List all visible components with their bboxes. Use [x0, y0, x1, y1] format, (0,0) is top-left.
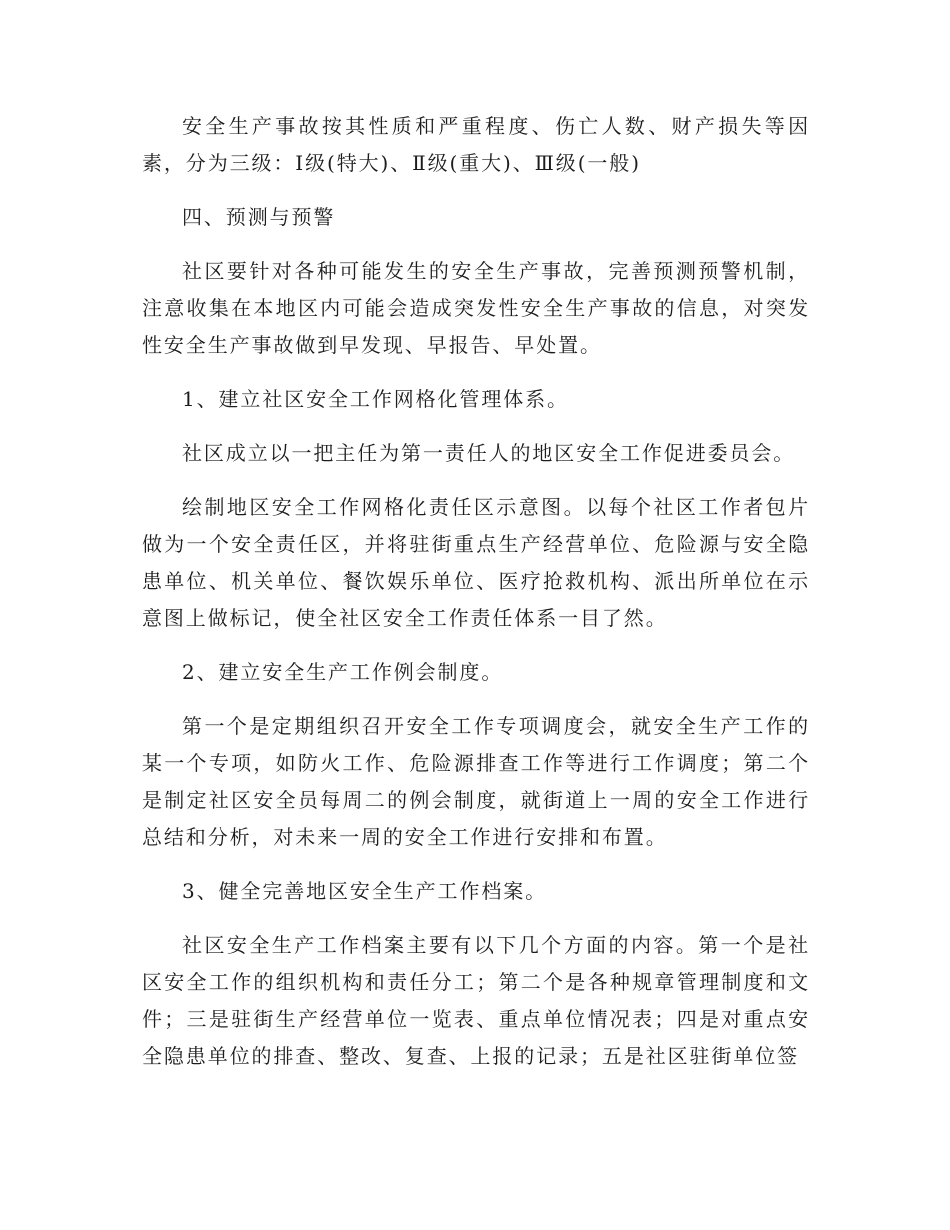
subheading-safety-archives: 3、健全完善地区安全生产工作档案。	[182, 879, 548, 903]
subheading-grid-management: 1、建立社区安全工作网格化管理体系。	[182, 387, 569, 411]
paragraph-meeting-system: 第一个是定期组织召开安全工作专项调度会，就安全生产工作的某一个专项，如防火工作、危险源排查工作等进行工作调度；第二个是制定社区安全员每周二的例会制度，就街道上一周的安全工作进行总结和分析，对未来一周的安全工作进行安排和布置。	[142, 714, 810, 849]
paragraph-accident-levels: 安全生产事故按其性质和严重程度、伤亡人数、财产损失等因素，分为三级：Ⅰ级(特大)、Ⅱ级(重大)、Ⅲ级(一般)	[142, 114, 810, 175]
document-body	[142, 108, 810, 1092]
paragraph-archive-contents: 社区安全生产工作档案主要有以下几个方面的内容。第一个是社区安全工作的组织机构和责任分工；第二个是各种规章管理制度和文件；三是驻街生产经营单位一览表、重点单位情况表；四是对重点安全隐患单位的排查、整改、复查、上报的记录；五是社区驻街单位签	[142, 933, 810, 1068]
section-heading-forecast-warning: 四、预测与预警	[182, 205, 336, 229]
paragraph-committee: 社区成立以一把主任为第一责任人的地区安全工作促进委员会。	[182, 441, 796, 465]
paragraph-grid-map: 绘制地区安全工作网格化责任区示意图。以每个社区工作者包片做为一个安全责任区，并将驻街重点生产经营单位、危险源与安全隐患单位、机关单位、餐饮娱乐单位、医疗抢救机构、派出所单位在示意图上做标记，使全社区安全工作责任体系一目了然。	[142, 495, 810, 630]
subheading-regular-meetings: 2、建立安全生产工作例会制度。	[182, 660, 504, 684]
paragraph-warning-mechanism: 社区要针对各种可能发生的安全生产事故，完善预测预警机制，注意收集在本地区内可能会造成突发性安全生产事故的信息，对突发性安全生产事故做到早发现、早报告、早处置。	[142, 259, 810, 357]
